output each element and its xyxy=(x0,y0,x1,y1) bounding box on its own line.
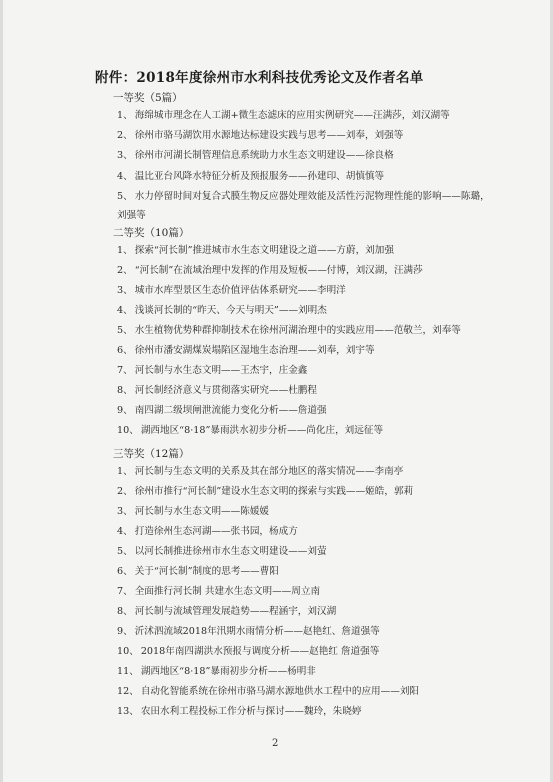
list-item: 4、 打造徐州生态河湖——张书园，杨成方 xyxy=(117,526,298,537)
list-item: 12、 自动化智能系统在徐州市骆马湖水源地供水工程中的应用——刘阳 xyxy=(117,686,420,697)
list-item: 1、 河长制与生态文明的关系及其在部分地区的落实情况——李南亭 xyxy=(117,466,404,477)
list-item: 1、 海绵城市理念在人工湖+微生态滤床的应用实例研究——汪满莎，刘汉湖等 xyxy=(117,110,450,121)
list-item: 9、 沂沭泗流域2018年汛期水雨情分析——赵艳红、詹道强等 xyxy=(117,626,380,637)
list-item: 3、 城市水库型景区生态价值评估体系研究——李明洋 xyxy=(117,285,346,296)
page-number: 2 xyxy=(272,738,279,749)
list-item: 5、 水力停留时间对复合式膜生物反应器处理效能及活性污泥物理性能的影响——陈璐， xyxy=(117,191,490,202)
list-item-continuation: 刘强等 xyxy=(117,210,146,221)
list-item: 2、 徐州市骆马湖饮用水源地达标建设实践与思考——刘奉，刘强等 xyxy=(117,130,404,141)
list-item: 2、 “河长制”在流域治理中发挥的作用及短板——付博，刘汉湖，汪满莎 xyxy=(117,265,423,276)
section-heading-second-prize: 二等奖（10篇） xyxy=(113,227,190,239)
list-item: 10、 2018年南四湖洪水预报与调度分析——赵艳红 詹道强等 xyxy=(117,646,380,657)
list-item: 4、 浅谈河长制的“昨天、今天与明天”——刘明杰 xyxy=(117,305,327,316)
list-item: 6、 关于“河长制”制度的思考——曹阳 xyxy=(117,566,279,577)
page-edge-left xyxy=(0,0,3,782)
list-item: 5、 以河长制推进徐州市水生态文明建设——刘萤 xyxy=(117,546,327,557)
page-title: 附件：2018年度徐州市水利科技优秀论文及作者名单 xyxy=(95,70,424,86)
section-heading-third-prize: 三等奖（12篇） xyxy=(113,448,190,460)
list-item: 4、 温比亚台风降水特征分析及预报服务——孙建印、胡慎慎等 xyxy=(117,171,385,182)
list-item: 3、 河长制与水生态文明——陈媛媛 xyxy=(117,506,270,517)
list-item: 10、 湖西地区“8·18”暴雨洪水初步分析——尚化庄，刘远征等 xyxy=(117,425,384,436)
list-item: 7、 全面推行河长制 共建水生态文明——周立南 xyxy=(117,586,321,597)
list-item: 9、 南四湖二级坝闸泄流能力变化分析——詹道强 xyxy=(117,405,327,416)
list-item: 11、 湖西地区“8·18”暴雨初步分析——杨明非 xyxy=(117,666,316,677)
section-heading-first-prize: 一等奖（5篇） xyxy=(113,92,183,104)
list-item: 6、 徐州市潘安湖煤炭塌陷区湿地生态治理——刘奉，刘宇等 xyxy=(117,345,375,356)
list-item: 8、 河长制与流域管理发展趋势——程涵宇，刘汉湖 xyxy=(117,606,337,617)
list-item: 1、 探索“河长制”推进城市水生态文明建设之道——方蔚，刘加强 xyxy=(117,245,394,256)
list-item: 3、 徐州市河湖长制管理信息系统助力水生态文明建设——徐良格 xyxy=(117,150,394,161)
list-item: 5、 水生植物优势种群抑制技术在徐州河湖治理中的实践应用——范敬兰，刘奉等 xyxy=(117,325,461,336)
list-item: 7、 河长制与水生态文明——王杰宇，庄金鑫 xyxy=(117,365,308,376)
list-item: 8、 河长制经济意义与贯彻落实研究——杜鹏程 xyxy=(117,385,317,396)
list-item: 2、 徐州市推行“河长制”建设水生态文明的探索与实践——姬皓，郭莉 xyxy=(117,486,414,497)
list-item: 13、 农田水利工程投标工作分析与探讨——魏玲，朱晓婷 xyxy=(117,706,362,717)
